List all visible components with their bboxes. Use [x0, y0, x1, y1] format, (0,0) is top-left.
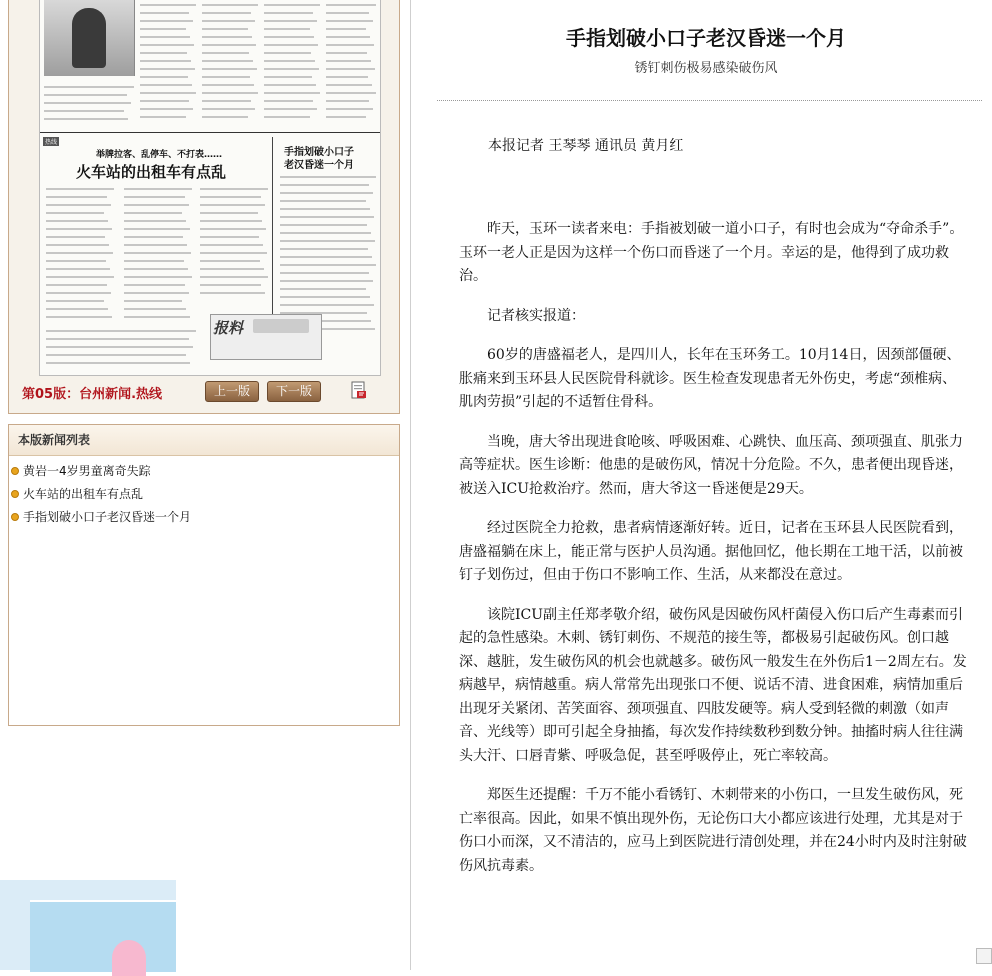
thumbnail-headline-2b: 老汉昏迷一个月: [284, 160, 354, 171]
thumbnail-text-line: [200, 212, 258, 214]
thumbnail-text-line: [326, 60, 371, 62]
thumbnail-text-line: [124, 316, 190, 318]
thumbnail-text-line: [124, 260, 184, 262]
thumbnail-text-line: [124, 300, 182, 302]
thumbnail-text-line: [124, 196, 185, 198]
thumbnail-text-line: [264, 52, 311, 54]
thumbnail-text-line: [124, 268, 188, 270]
thumbnail-text-line: [44, 102, 131, 104]
thumbnail-text-line: [46, 308, 108, 310]
thumbnail-text-line: [264, 4, 320, 6]
thumbnail-text-line: [140, 76, 188, 78]
thumbnail-headline-2a: 手指划破小口子: [284, 147, 354, 158]
article-paragraph: 该院ICU副主任郑孝敬介绍，破伤风是因破伤风杆菌侵入伤口后产生毒素而引起的急性感染。木刺、锈钉刺伤、不规范的接生等，都极易引起破伤风。创口越深、越脏，发生破伤风的机会也就越多。破伤风一般发生在外伤后1－2周左右。发病越早，病情越重。病人常常先出现张口不便、说话不清、进食困难，病情加重后出现牙关紧闭、苦笑面容、颈项强直、四肢发硬等。病人受到轻微的刺激（如声音、光线等）即可引起全身抽搐，每次发作持续数秒到数分钟。抽搐时病人往往满头大汗、口唇青紫、呼吸急促，甚至呼吸停止，死亡率较高。: [459, 606, 967, 764]
thumbnail-rule: [40, 132, 380, 133]
thumbnail-text-line: [200, 188, 268, 190]
thumbnail-text-line: [200, 236, 259, 238]
thumbnail-text-line: [124, 284, 185, 286]
thumbnail-text-line: [200, 276, 268, 278]
thumbnail-text-line: [264, 20, 317, 22]
thumbnail-text-line: [202, 60, 253, 62]
thumbnail-text-line: [202, 28, 248, 30]
thumbnail-text-line: [140, 20, 193, 22]
news-list-item-label: 黄岩一4岁男童离奇失踪: [23, 464, 151, 478]
thumbnail-text-line: [264, 108, 317, 110]
thumbnail-text-line: [202, 52, 249, 54]
pdf-icon[interactable]: [351, 381, 367, 399]
thumbnail-text-line: [46, 260, 106, 262]
thumbnail-text-line: [326, 76, 368, 78]
news-list-item[interactable]: [9, 506, 399, 529]
thumbnail-text-line: [202, 68, 257, 70]
thumbnail-text-line: [124, 244, 187, 246]
thumbnail-text-line: [140, 12, 189, 14]
edition-label: 第05版：台州新闻.热线: [22, 387, 163, 402]
article: [411, 0, 992, 970]
prev-page-button[interactable]: 上一版: [205, 381, 259, 402]
thumbnail-text-line: [280, 192, 373, 194]
article-paragraph: 昨天，玉环一读者来电：手指被划破一道小口子，有时也会成为“夺命杀手”。玉环一老人正是因为这样一个伤口而昏迷了一个月。幸运的是，他得到了成功救治。: [459, 221, 964, 284]
thumbnail-text-line: [202, 108, 255, 110]
thumbnail-text-line: [326, 108, 373, 110]
thumbnail-text-line: [46, 330, 196, 332]
thumbnail-text-line: [46, 284, 107, 286]
thumbnail-text-line: [326, 44, 374, 46]
thumbnail-text-line: [124, 220, 186, 222]
thumbnail-text-line: [44, 86, 134, 88]
newspaper-page-thumbnail[interactable]: [39, 0, 381, 376]
news-list-item-label: 手指划破小口子老汉昏迷一个月: [23, 510, 192, 524]
thumbnail-text-line: [202, 44, 256, 46]
thumbnail-text-line: [140, 60, 191, 62]
thumbnail-text-line: [46, 316, 112, 318]
left-panel: [0, 0, 400, 970]
thumbnail-kicker: 举牌拉客、乱停车、不打表……: [96, 150, 223, 160]
thumbnail-text-line: [326, 68, 375, 70]
thumbnail-text-line: [326, 20, 373, 22]
thumbnail-text-line: [280, 280, 373, 282]
thumbnail-text-line: [264, 28, 310, 30]
thumbnail-text-line: [202, 76, 250, 78]
thumbnail-text-line: [280, 232, 371, 234]
article-title: 手指划破小口子老汉昏迷一个月: [566, 26, 846, 50]
news-list-item-label: 火车站的出租车有点乱: [23, 487, 144, 501]
thumbnail-text-line: [280, 248, 368, 250]
newspaper-page-frame: [8, 0, 400, 414]
thumbnail-text-line: [46, 196, 107, 198]
thumbnail-text-line: [326, 100, 369, 102]
thumbnail-text-line: [200, 196, 261, 198]
thumbnail-text-line: [202, 92, 258, 94]
thumbnail-text-line: [124, 292, 189, 294]
thumbnail-headline: 火车站的出租车有点乱: [76, 163, 227, 181]
advert-banner-image: [30, 900, 176, 972]
thumbnail-advert-stamp: [253, 319, 309, 333]
article-paragraph: 当晚，唐大爷出现进食呛咳、呼吸困难、心跳快、血压高、颈项强直、肌张力高等症状。医生诊断：他患的是破伤风，情况十分危险。不久，患者便出现昏迷，被送入ICU抢救治疗。然而，唐大爷这一昏迷便是29天。: [459, 433, 963, 497]
thumbnail-text-line: [280, 296, 370, 298]
scroll-down-arrow-icon[interactable]: [976, 948, 992, 964]
thumbnail-text-line: [140, 4, 196, 6]
thumbnail-text-line: [46, 220, 108, 222]
thumbnail-text-line: [326, 4, 376, 6]
thumbnail-text-line: [44, 94, 127, 96]
thumbnail-photo: [44, 0, 135, 76]
thumbnail-text-line: [46, 252, 113, 254]
thumbnail-text-line: [280, 208, 370, 210]
thumbnail-text-line: [202, 100, 251, 102]
thumbnail-text-line: [46, 276, 114, 278]
bullet-icon: [11, 467, 19, 475]
article-body: [459, 218, 967, 894]
thumbnail-text-line: [202, 12, 251, 14]
thumbnail-text-line: [140, 92, 196, 94]
thumbnail-text-line: [280, 216, 374, 218]
thumbnail-advert: [210, 314, 322, 360]
thumbnail-text-line: [280, 288, 366, 290]
thumbnail-text-line: [264, 12, 313, 14]
thumbnail-text-line: [280, 272, 369, 274]
thumbnail-text-line: [200, 260, 260, 262]
advert-banner-figure: [112, 940, 146, 976]
thumbnail-text-line: [202, 20, 255, 22]
thumbnail-text-line: [200, 204, 265, 206]
thumbnail-text-line: [200, 220, 262, 222]
thumbnail-text-line: [140, 100, 189, 102]
thumbnail-text-line: [264, 100, 313, 102]
article-paragraph: 60岁的唐盛福老人，是四川人，长年在玉环务工。10月14日，因颈部僵硬、胀痛来到玉环县人民医院骨科就诊。医生检查发现患者无外伤史，考虑“颈椎病、肌肉劳损”引起的不适暂住骨科。: [459, 347, 961, 410]
advert-banner: [0, 880, 176, 970]
thumbnail-text-line: [280, 184, 369, 186]
thumbnail-advert-logo: 报料: [213, 319, 244, 337]
thumbnail-text-line: [264, 92, 320, 94]
thumbnail-text-line: [140, 84, 192, 86]
thumbnail-text-line: [202, 84, 254, 86]
thumbnail-text-line: [140, 28, 186, 30]
bullet-icon: [11, 513, 19, 521]
news-list-item[interactable]: [9, 483, 399, 506]
thumbnail-text-line: [264, 68, 319, 70]
news-list: [9, 456, 399, 529]
thumbnail-text-line: [140, 44, 194, 46]
thumbnail-text-line: [46, 292, 111, 294]
thumbnail-text-line: [264, 84, 316, 86]
article-paragraph: 经过医院全力抢救，患者病情逐渐好转。近日，记者在玉环县人民医院看到，唐盛福躺在床上，能正常与医护人员沟通。据他回忆，他长期在工地干活，以前被钉子划伤过，但由于伤口不影响工作、生活，从来都没在意过。: [459, 520, 963, 583]
thumbnail-text-line: [200, 252, 267, 254]
thumbnail-text-line: [264, 116, 310, 118]
thumbnail-text-line: [124, 252, 191, 254]
thumbnail-text-line: [326, 28, 366, 30]
thumbnail-text-line: [124, 188, 192, 190]
thumbnail-text-line: [124, 228, 190, 230]
thumbnail-text-line: [200, 244, 263, 246]
thumbnail-text-line: [140, 108, 193, 110]
thumbnail-text-line: [280, 240, 375, 242]
thumbnail-text-line: [202, 116, 248, 118]
thumbnail-text-line: [264, 76, 312, 78]
thumbnail-text-line: [46, 362, 190, 364]
thumbnail-text-line: [46, 212, 104, 214]
thumbnail-text-line: [124, 236, 183, 238]
thumbnail-text-line: [200, 228, 266, 230]
thumbnail-text-line: [264, 44, 318, 46]
thumbnail-text-line: [46, 300, 104, 302]
thumbnail-text-line: [124, 276, 192, 278]
thumbnail-text-line: [326, 52, 367, 54]
thumbnail-text-line: [326, 116, 366, 118]
thumbnail-text-line: [326, 12, 369, 14]
thumbnail-text-line: [46, 188, 114, 190]
thumbnail-text-line: [140, 52, 187, 54]
thumbnail-text-line: [200, 268, 264, 270]
title-divider: [437, 100, 982, 101]
bullet-icon: [11, 490, 19, 498]
thumbnail-text-line: [326, 92, 376, 94]
thumbnail-text-line: [46, 228, 112, 230]
news-list-header: 本版新闻列表: [9, 425, 399, 456]
thumbnail-text-line: [140, 68, 195, 70]
news-list-panel: [8, 424, 400, 726]
article-subtitle: 锈钉刺伤极易感染破伤风: [634, 61, 778, 76]
thumbnail-text-line: [326, 36, 370, 38]
thumbnail-text-line: [44, 110, 124, 112]
thumbnail-text-line: [46, 268, 110, 270]
thumbnail-text-line: [46, 236, 105, 238]
thumbnail-text-line: [280, 176, 376, 178]
thumbnail-text-line: [280, 304, 374, 306]
article-paragraph: 郑医生还提醒：千万不能小看锈钉、木刺带来的小伤口，一旦发生破伤风，死亡率很高。因此，如果不慎出现外伤，无论伤口大小都应该进行处理，尤其是对于伤口小而深，又不清洁的，应马上到医院进行清创处理，并在24小时内及时注射破伤风抗毒素。: [459, 787, 967, 874]
thumbnail-text-line: [46, 354, 186, 356]
thumbnail-text-line: [124, 308, 186, 310]
thumbnail-text-line: [46, 204, 111, 206]
thumbnail-text-line: [200, 292, 265, 294]
thumbnail-text-line: [46, 244, 109, 246]
thumbnail-text-line: [46, 338, 189, 340]
thumbnail-text-line: [202, 4, 258, 6]
thumbnail-text-line: [280, 224, 367, 226]
thumbnail-rule: [272, 137, 273, 337]
next-page-button[interactable]: 下一版: [267, 381, 321, 402]
article-byline: 本报记者 王琴琴 通讯员 黄月红: [488, 138, 684, 154]
thumbnail-section-tag: 热线: [45, 139, 58, 146]
thumbnail-text-line: [264, 36, 314, 38]
thumbnail-text-line: [280, 256, 372, 258]
thumbnail-text-line: [280, 264, 376, 266]
thumbnail-text-line: [44, 118, 128, 120]
thumbnail-text-line: [326, 84, 372, 86]
thumbnail-text-line: [124, 204, 189, 206]
article-paragraph: 记者核实报道：: [487, 307, 585, 324]
thumbnail-text-line: [140, 116, 186, 118]
thumbnail-text-line: [200, 284, 261, 286]
thumbnail-text-line: [140, 36, 190, 38]
news-list-item[interactable]: [9, 460, 399, 483]
thumbnail-text-line: [264, 60, 315, 62]
thumbnail-text-line: [124, 212, 182, 214]
thumbnail-text-line: [280, 200, 366, 202]
thumbnail-text-line: [46, 346, 193, 348]
thumbnail-text-line: [202, 36, 252, 38]
